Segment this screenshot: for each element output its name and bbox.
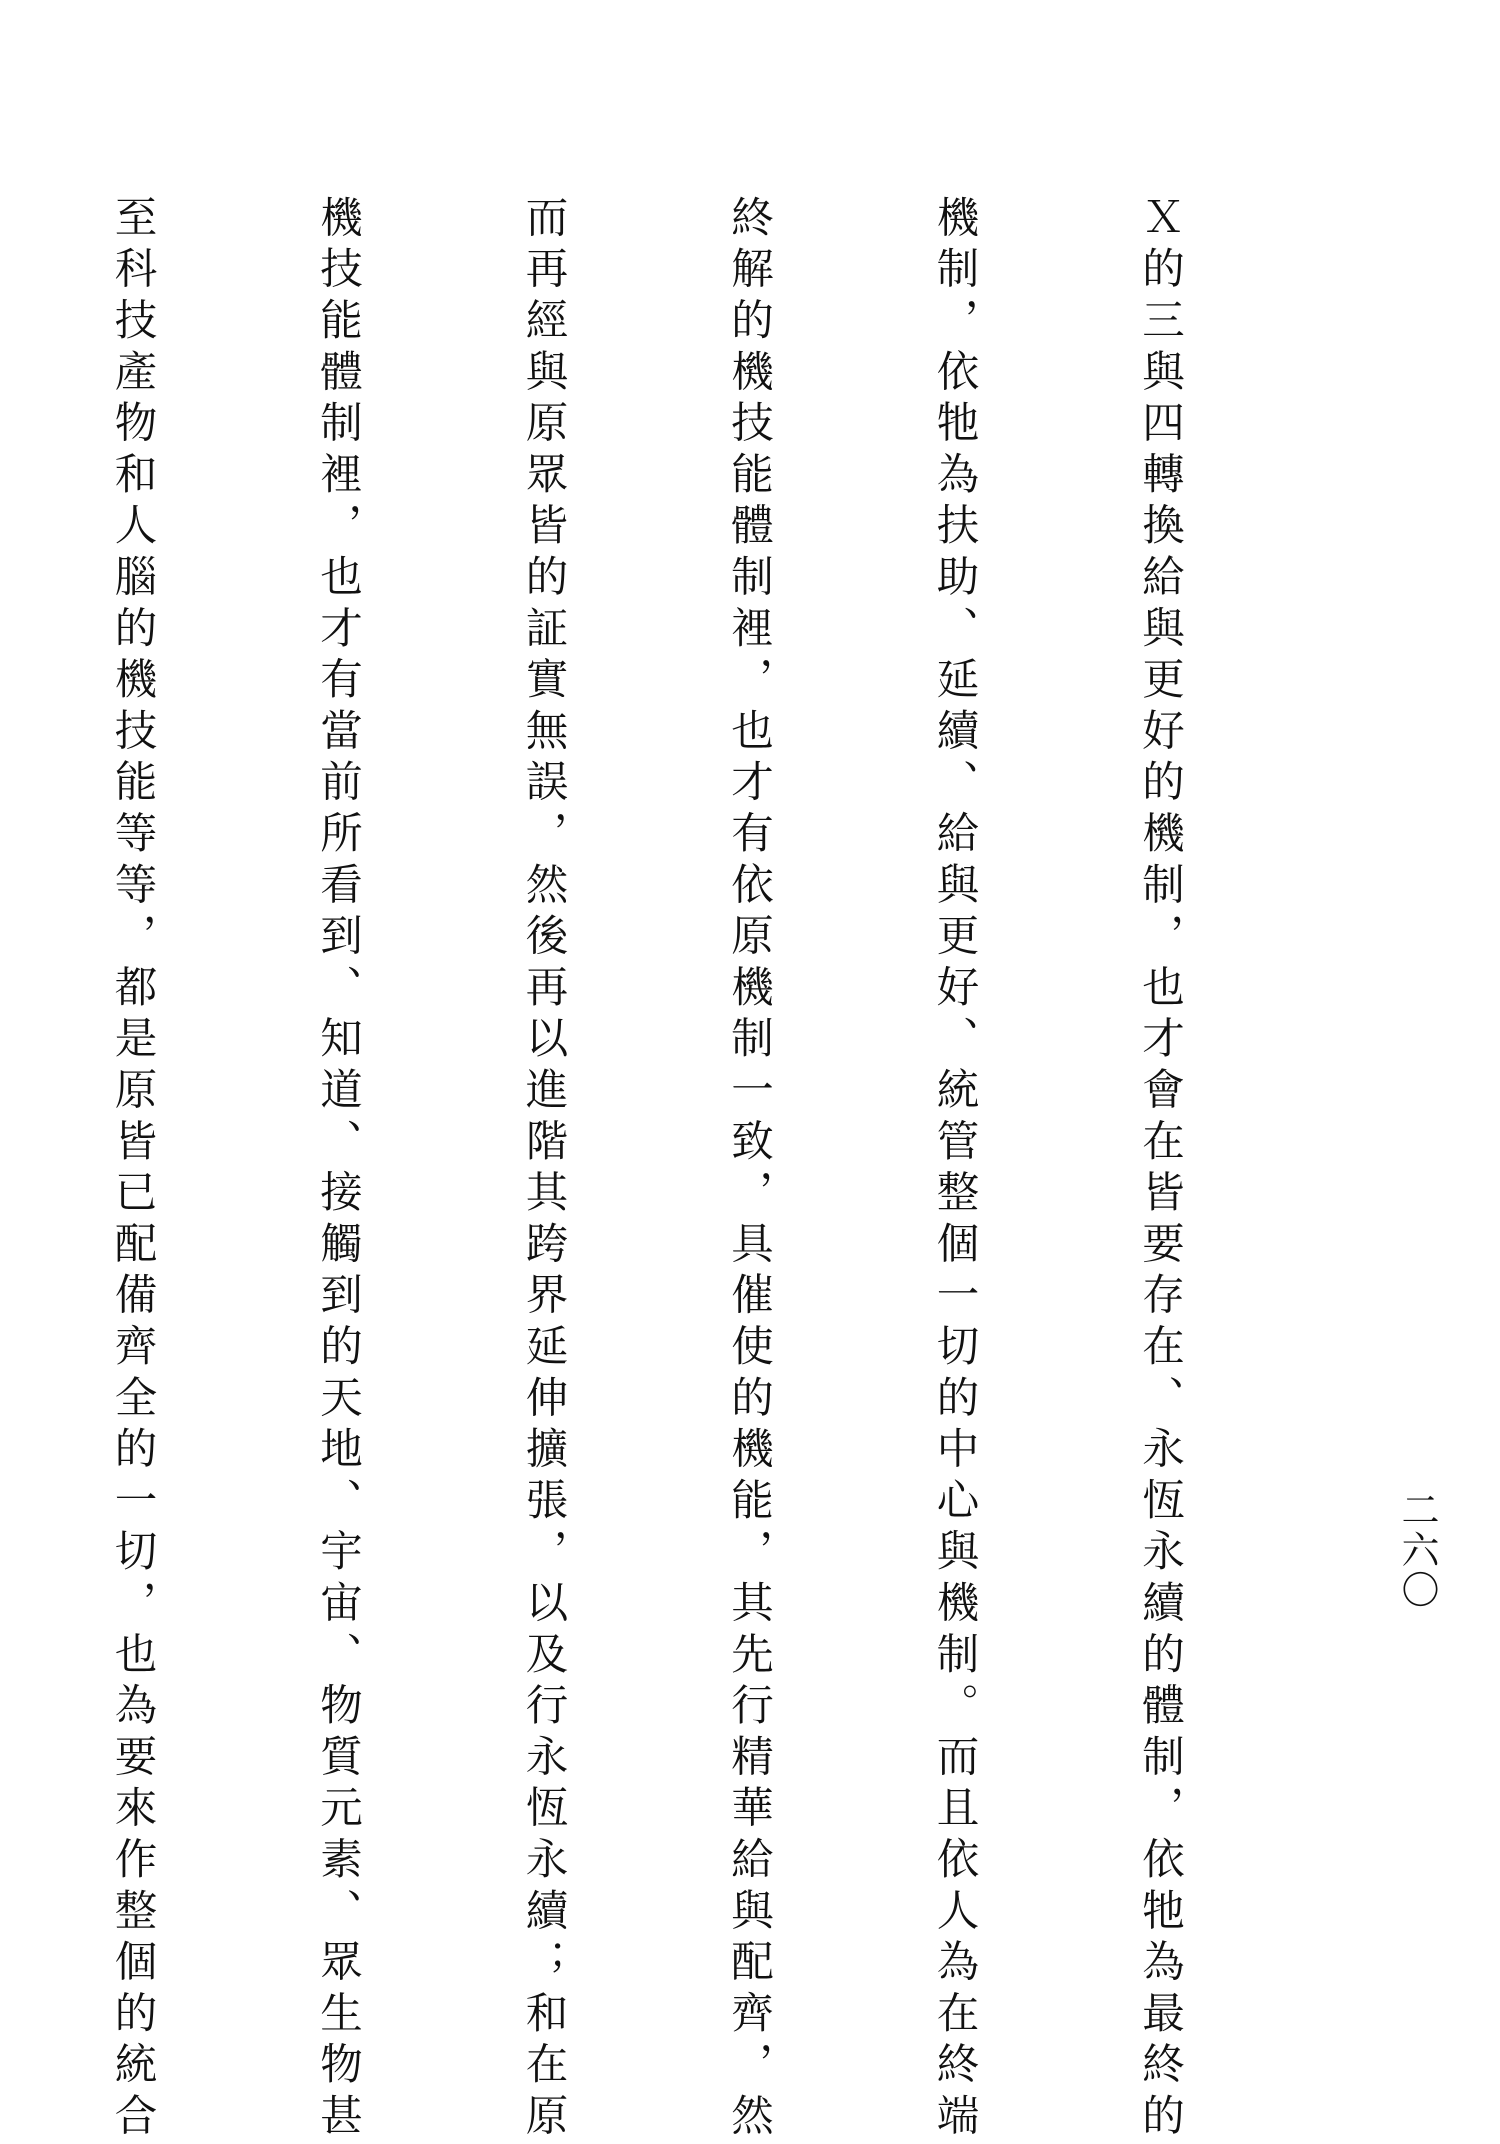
text-column: 而再經與原眾皆的証實無誤，然後再以進階其跨界延伸擴張，以及行永恆永續；和在原	[518, 195, 568, 2144]
vertical-text-body	[0, 195, 1330, 2144]
text-column: 至科技產物和人腦的機技能等等，都是原皆已配備齊全的一切，也為要來作整個的統合	[107, 195, 157, 2144]
text-column: 終解的機技能體制裡，也才有依原機制一致，具催使的機能，其先行精華給與配齊，然	[724, 195, 773, 2144]
text-column: Ｘ的三與四轉換給與更好的機制，也才會在皆要存在、永恆永續的體制，依牠為最終的	[1135, 195, 1184, 2144]
text-column: 機技能體制裡，也才有當前所看到、知道、接觸到的天地、宇宙、物質元素、眾生物甚	[313, 195, 362, 2144]
text-column: 機制，依牠為扶助、延續、給與更好、統管整個一切的中心與機制。而且依人為在終端	[929, 195, 979, 2144]
page-number: 二六〇	[1395, 1490, 1439, 1610]
